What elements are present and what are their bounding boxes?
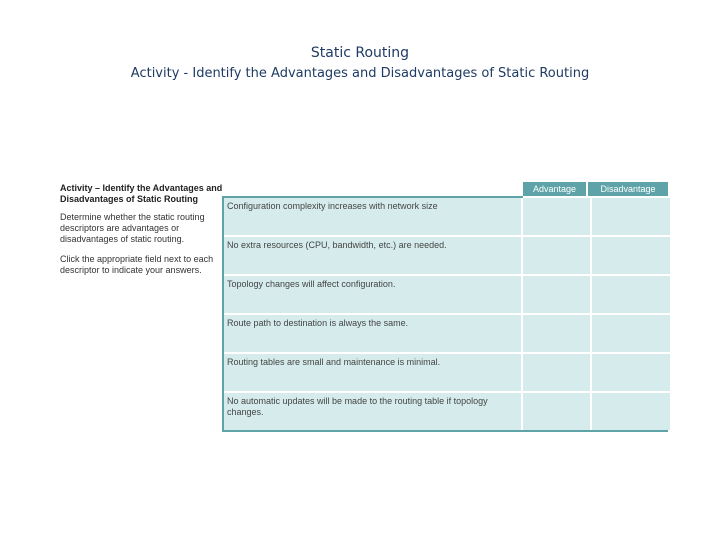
row-descriptor: No automatic updates will be made to the routing table if topology changes. xyxy=(224,393,523,430)
row-descriptor: No extra resources (CPU, bandwidth, etc.) are needed. xyxy=(224,237,523,274)
slide-title: Static Routing xyxy=(310,45,410,61)
table-header-row xyxy=(222,182,668,196)
table-row xyxy=(224,198,668,235)
disadvantage-cell[interactable] xyxy=(590,276,670,313)
disadvantage-cell[interactable] xyxy=(590,393,670,430)
column-header-advantage: Advantage xyxy=(523,182,586,196)
table-row xyxy=(224,315,668,352)
table-row xyxy=(224,276,668,313)
slide-subtitle: Activity - Identify the Advantages and Disadvantages of Static Routing xyxy=(130,66,590,81)
activity-table xyxy=(222,182,668,432)
advantage-cell[interactable] xyxy=(525,237,588,274)
table-body xyxy=(222,198,668,432)
row-descriptor: Configuration complexity increases with network size xyxy=(224,198,523,235)
table-row xyxy=(224,393,668,430)
disadvantage-cell[interactable] xyxy=(590,354,670,391)
advantage-cell[interactable] xyxy=(525,198,588,235)
column-header-disadvantage: Disadvantage xyxy=(588,182,668,196)
instructions-paragraph-2: Click the appropriate field next to each descriptor to indicate your answers. xyxy=(60,254,214,275)
row-descriptor: Route path to destination is always the same. xyxy=(224,315,523,352)
disadvantage-cell[interactable] xyxy=(590,315,670,352)
table-row xyxy=(224,354,668,391)
advantage-cell[interactable] xyxy=(525,276,588,313)
row-descriptor: Topology changes will affect configuration. xyxy=(224,276,523,313)
advantage-cell[interactable] xyxy=(525,315,588,352)
advantage-cell[interactable] xyxy=(525,393,588,430)
instructions-paragraph-1: Determine whether the static routing descriptors are advantages or disadvantages of static routing. xyxy=(60,212,205,244)
disadvantage-cell[interactable] xyxy=(590,237,670,274)
row-descriptor: Routing tables are small and maintenance is minimal. xyxy=(224,354,523,391)
instructions-panel xyxy=(60,183,225,285)
activity-heading: Activity – Identify the Advantages and Disadvantages of Static Routing xyxy=(60,183,223,204)
advantage-cell[interactable] xyxy=(525,354,588,391)
table-row xyxy=(224,237,668,274)
disadvantage-cell[interactable] xyxy=(590,198,670,235)
